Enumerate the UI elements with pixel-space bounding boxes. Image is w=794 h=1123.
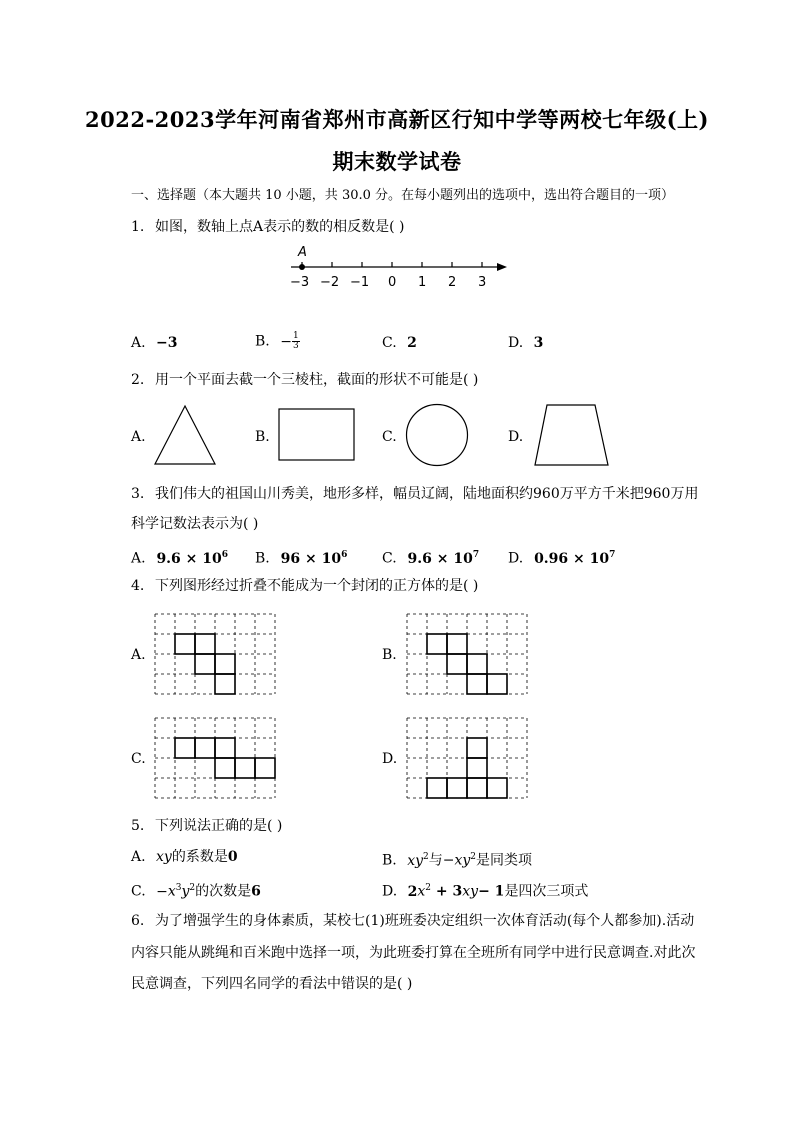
net-square: [255, 758, 275, 778]
q5-option-d[interactable]: [382, 879, 588, 901]
net-square: [447, 634, 467, 654]
option-text: 的系数是: [171, 849, 228, 865]
question-text: 下列说法正确的是( ): [155, 818, 283, 834]
math-term: xy: [407, 852, 424, 869]
q5-option-c[interactable]: [131, 879, 261, 901]
net-square: [427, 778, 447, 798]
q5-option-b[interactable]: [382, 848, 532, 870]
question-3-line1: [131, 485, 698, 503]
section-heading: 一、选择题（本大题共 10 小题，共 30.0 分。在每小题列出的选项中，选出符合题目的一项）: [131, 188, 675, 203]
question-6-line1: [131, 912, 694, 930]
net-square: [467, 778, 487, 798]
option-value: 9.6 × 10: [407, 550, 473, 567]
q4-option-a-label[interactable]: A.: [131, 647, 146, 663]
exponent: 2: [470, 852, 477, 862]
cube-net-c: [153, 716, 277, 800]
net-square: [467, 738, 487, 758]
exponent: 2: [425, 883, 432, 893]
exponent: 7: [472, 550, 480, 560]
axis-ticks: [302, 262, 482, 267]
net-square: [467, 758, 487, 778]
circle-shape: [405, 403, 469, 467]
net-square: [487, 778, 507, 798]
question-number: 3.: [131, 486, 145, 502]
net-square: [195, 738, 215, 758]
option-value: 9.6 × 10: [156, 550, 222, 567]
axis-arrow: [497, 263, 507, 271]
question-1: [131, 218, 404, 236]
question-number: 5.: [131, 818, 145, 834]
question-number: 6.: [131, 913, 145, 929]
option-text: −: [156, 883, 168, 900]
option-letter: C.: [382, 335, 397, 351]
exponent: 6: [341, 550, 348, 560]
question-3-line2: 科学记数法表示为( ): [131, 516, 259, 532]
point-a-label: A: [298, 245, 307, 260]
coefficient: − 1: [478, 883, 505, 900]
option-value: 0.96 × 10: [534, 550, 610, 567]
option-value: −3: [156, 335, 178, 351]
net-square: [215, 654, 235, 674]
q2-option-b-label[interactable]: B.: [255, 429, 270, 445]
question-4: [131, 577, 478, 595]
question-text: 如图，数轴上点A表示的数的相反数是( ): [155, 219, 405, 235]
net-square: [467, 674, 487, 694]
q3-option-a[interactable]: [131, 546, 228, 568]
net-square: [175, 634, 195, 654]
option-letter: D.: [508, 550, 524, 567]
option-value: 96 × 10: [280, 550, 342, 567]
math-term: xy: [156, 849, 172, 865]
q1-option-c[interactable]: [382, 334, 417, 352]
tick-label: −3: [290, 275, 310, 290]
net-square: [215, 738, 235, 758]
q4-option-c-label[interactable]: C.: [131, 751, 146, 767]
exam-title-line2: 期末数学试卷: [332, 149, 462, 174]
net-square: [447, 654, 467, 674]
net-square: [235, 758, 255, 778]
option-text: 是同类项: [476, 852, 533, 869]
net-square: [467, 654, 487, 674]
cube-net-b: [405, 612, 529, 696]
option-letter: A.: [131, 335, 146, 351]
question-2: [131, 371, 478, 389]
option-value: 3: [533, 335, 544, 351]
exponent: 7: [609, 550, 616, 560]
q1-option-b[interactable]: [255, 332, 300, 351]
option-letter: D.: [382, 883, 398, 900]
question-5: [131, 817, 282, 835]
cube-net-d: [405, 716, 529, 800]
q4-option-d-label[interactable]: D.: [382, 751, 398, 767]
math-term: y: [181, 883, 190, 900]
point-a-dot: [299, 264, 305, 270]
exponent: 2: [423, 852, 429, 862]
question-6-line2: 内容只能从跳绳和百米跑中选择一项，为此班委打算在全班所有同学中进行民意调查.对此次: [131, 945, 696, 961]
exponent: 2: [189, 883, 196, 893]
option-value: 2: [407, 335, 417, 351]
tick-label: −2: [320, 275, 340, 290]
number-line-figure: [285, 240, 515, 294]
cube-net-a: [153, 612, 277, 696]
q2-option-c-label[interactable]: C.: [382, 429, 397, 445]
tick-label: 0: [388, 275, 397, 290]
q2-option-a-label[interactable]: A.: [131, 429, 146, 445]
option-value: 6: [251, 883, 261, 900]
tick-label: −1: [350, 275, 370, 290]
question-text: 用一个平面去截一个三棱柱，截面的形状不可能是( ): [155, 372, 479, 388]
option-text: 是四次三项式: [504, 883, 589, 900]
question-text: 我们伟大的祖国山川秀美，地形多样，幅员辽阔，陆地面积约960万平方千米把960万用: [155, 486, 699, 502]
tick-label: 3: [478, 275, 487, 290]
question-6-line3: 民意调查，下列四名同学的看法中错误的是( ): [131, 976, 413, 992]
q5-option-a[interactable]: [131, 848, 238, 866]
math-term: xy: [454, 852, 471, 869]
question-text: 下列图形经过折叠不能成为一个封闭的正方体的是( ): [155, 578, 479, 594]
coefficient: 2: [407, 883, 418, 900]
fraction: $\frac{1}{3}$: [292, 331, 299, 351]
option-text: 与−: [428, 852, 455, 869]
q3-option-c[interactable]: [382, 546, 479, 568]
option-letter: B.: [255, 550, 270, 567]
net-square: [215, 758, 235, 778]
q3-option-d[interactable]: [508, 546, 615, 568]
q1-option-d[interactable]: [508, 334, 543, 352]
q4-option-b-label[interactable]: B.: [382, 647, 397, 663]
math-term: xy: [462, 883, 479, 900]
net-square: [175, 738, 195, 758]
option-letter: C.: [382, 550, 397, 567]
option-letter: A.: [131, 550, 146, 567]
exam-title-line1: 2022-2023学年河南省郑州市高新区行知中学等两校七年级(上): [85, 107, 709, 132]
tick-label: 1: [418, 275, 427, 290]
option-value: −: [280, 333, 292, 350]
exponent: 6: [221, 550, 229, 560]
option-letter: A.: [131, 849, 146, 865]
exponent: 3: [175, 883, 182, 893]
net-square: [195, 654, 215, 674]
math-term: x: [167, 883, 176, 900]
option-letter: C.: [131, 883, 146, 900]
question-text: 为了增强学生的身体素质，某校七(1)班班委决定组织一次体育活动(每个人都参加).活动: [155, 913, 695, 929]
option-letter: B.: [382, 852, 397, 869]
q2-option-d-label[interactable]: D.: [508, 429, 524, 445]
question-number: 2.: [131, 372, 145, 388]
tick-label: 2: [448, 275, 457, 290]
q1-option-a[interactable]: [131, 334, 178, 352]
option-letter: B.: [255, 333, 270, 350]
question-number: 1.: [131, 219, 145, 235]
net-square: [447, 778, 467, 798]
net-square: [487, 674, 507, 694]
q3-option-b[interactable]: [255, 546, 347, 568]
option-letter: D.: [508, 335, 524, 351]
option-text: 的次数是: [195, 883, 252, 900]
net-square: [215, 674, 235, 694]
rectangle-shape: [278, 408, 356, 462]
trapezoid-shape: [532, 403, 612, 467]
triangle-shape: [154, 404, 218, 466]
coefficient: + 3: [431, 883, 463, 900]
question-number: 4.: [131, 578, 145, 594]
math-term: x: [417, 883, 426, 900]
option-value: 0: [227, 849, 238, 865]
net-square: [427, 634, 447, 654]
net-square: [195, 634, 215, 654]
